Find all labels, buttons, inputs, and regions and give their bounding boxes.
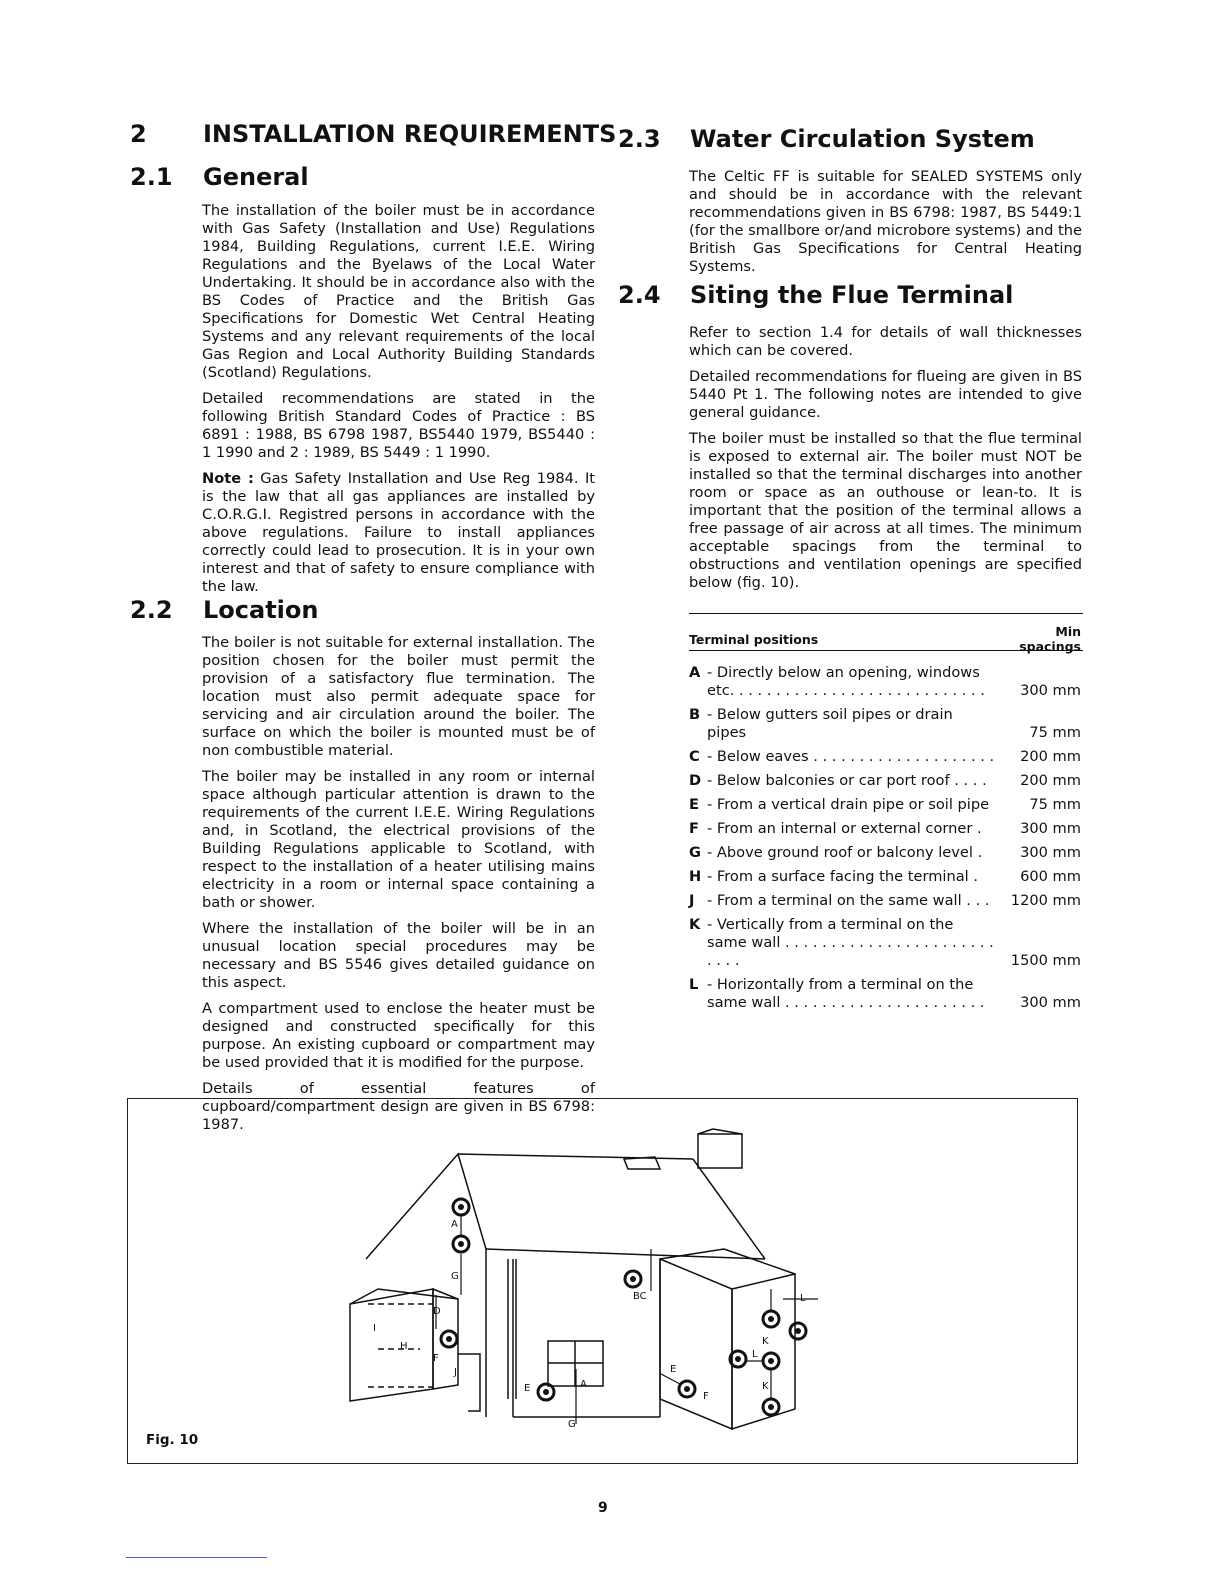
paragraph: Where the installation of the boiler will be in an unusual location special procedures may be necessary and BS 5546 gives detailed guidance on this aspect. (202, 920, 595, 991)
figure-marker: E (524, 1383, 531, 1394)
row-description: - From an internal or external corner . (707, 820, 982, 837)
row-letter: L (689, 976, 699, 993)
row-letter: H (689, 868, 702, 885)
table-body (689, 662, 1081, 1016)
section-2-2-body (202, 634, 595, 1142)
section-2-1-body (202, 202, 595, 604)
row-description: - From a terminal on the same wall . . . (707, 892, 990, 909)
figure-marker: L (752, 1349, 758, 1360)
bottom-link-rule (126, 1557, 267, 1558)
row-letter: E (689, 796, 699, 813)
row-description: - Directly below an opening, windows etc. . . . . . . . . . . . . . . . . . . . . . . . . . . . (707, 664, 985, 699)
row-spacing: 1500 mm (1010, 952, 1081, 969)
row-letter: A (689, 664, 701, 681)
page-number: 9 (598, 1500, 608, 1516)
row-description: - Above ground roof or balcony level . (707, 844, 983, 861)
row-letter: K (689, 916, 701, 933)
table-row (689, 770, 1081, 794)
figure-marker: G (451, 1271, 459, 1282)
row-spacing: 75 mm (1029, 724, 1081, 741)
paragraph: The installation of the boiler must be in accordance with Gas Safety (Installation and Use) Regulations 1984, Building Regulations, current I.E.E. Wiring Regulations and the Byelaws of the Local Water Undertaking. It should be in accordance also with the BS Codes of Practice and the British Gas Specifications for Domestic Wet Central Heating Systems and any relevant requirements of the local Gas Region and Local Authority Building Standards (Scotland) Regulations. (202, 202, 595, 381)
note-paragraph (202, 470, 595, 596)
paragraph: A compartment used to enclose the heater must be designed and constructed specifically for this purpose. An existing cupboard or compartment may be used provided that it is modified for the purpose. (202, 1000, 595, 1071)
table-header-positions: Terminal positions (689, 631, 819, 647)
paragraph: Detailed recommendations for flueing are given in BS 5440 Pt 1. The following notes are intended to give general guidance. (689, 368, 1082, 421)
paragraph: The boiler is not suitable for external installation. The position chosen for the boiler must permit the provision of a satisfactory flue termination. The location must also permit adequate space for servicing and air circulation around the boiler. The surface on which the boiler is mounted must be of non combustible material. (202, 634, 595, 759)
paragraph: Refer to section 1.4 for details of wall thicknesses which can be covered. (689, 324, 1082, 359)
row-spacing: 300 mm (1020, 820, 1081, 837)
figure-marker: F (703, 1391, 709, 1402)
paragraph: The Celtic FF is suitable for SEALED SYSTEMS only and should be in accordance with the relevant recommendations given in BS 6798: 1987, BS 5449:1 (for the smallbore or/and microbore systems) and the British Gas Specifications for Central Heating Systems. (689, 168, 1082, 275)
figure-10-frame (127, 1098, 1078, 1464)
section-2-4-number: 2.4 (618, 281, 661, 309)
row-spacing: 1200 mm (1010, 892, 1081, 909)
row-spacing: 200 mm (1020, 748, 1081, 765)
section-2-4-title: Siting the Flue Terminal (690, 281, 1014, 309)
table-row (689, 842, 1081, 866)
figure-label: Fig. 10 (146, 1432, 199, 1448)
section-2-3-number: 2.3 (618, 125, 661, 153)
row-description: - Below gutters soil pipes or drain pipes (707, 706, 953, 741)
figure-marker: E (670, 1364, 677, 1375)
row-description: - From a vertical drain pipe or soil pipe (707, 796, 990, 813)
figure-marker: A (580, 1379, 587, 1390)
row-description: - Below eaves . . . . . . . . . . . . . . . . . . . . (707, 748, 995, 765)
row-spacing: 75 mm (1029, 796, 1081, 813)
note-text: Gas Safety Installation and Use Reg 1984. It is the law that all gas appliances are installed by C.O.R.G.I. Registred persons in accordance with the above regulations. Failure to install appliances correctly could lead to prosecution. It is in your own interest and that of safety to ensure compliance with the law. (202, 470, 596, 595)
section-2-3-title: Water Circulation System (690, 125, 1035, 153)
table-row (689, 818, 1081, 842)
spacing-table-wrap (689, 614, 1081, 1016)
table-row (689, 704, 1081, 746)
row-letter: B (689, 706, 701, 723)
table-row (689, 914, 1081, 974)
figure-marker: I (373, 1323, 376, 1334)
row-letter: G (689, 844, 701, 861)
section-2-3-body (689, 168, 1082, 284)
figure-marker: A (451, 1219, 458, 1230)
figure-marker: BC (633, 1291, 647, 1302)
row-description: - From a surface facing the terminal . (707, 868, 978, 885)
figure-marker: L (800, 1293, 806, 1304)
row-letter: J (689, 892, 695, 909)
row-spacing: 300 mm (1020, 844, 1081, 861)
section-2-title: INSTALLATION REQUIREMENTS (203, 120, 617, 148)
section-2-number: 2 (130, 120, 147, 148)
paragraph: Detailed recommendations are stated in the following British Standard Codes of Practice : BS 6891 : 1988, BS 6798 1987, BS5440 1979, BS5440 : 1 1990 and 2 : 1989, BS 5449 : 1 1990. (202, 390, 595, 461)
table-row (689, 866, 1081, 890)
section-2-2-title: Location (203, 596, 319, 624)
row-letter: F (689, 820, 699, 837)
figure-marker: H (400, 1341, 408, 1352)
row-spacing: 300 mm (1020, 994, 1081, 1011)
section-2-4-body (689, 324, 1082, 600)
table-row (689, 662, 1081, 704)
figure-marker: K (762, 1336, 769, 1347)
paragraph: The boiler may be installed in any room or internal space although particular attention is drawn to the requirements of the current I.E.E. Wiring Regulations and, in Scotland, the electrical provisions of the Building Regulations applicable to Scotland, with respect to the installation of a heater utilising mains electricity in a room or internal space containing a bath or shower. (202, 768, 595, 911)
note-label: Note : (202, 470, 254, 487)
table-header-spacings: Min spacings (1019, 624, 1081, 654)
section-2-2-number: 2.2 (130, 596, 173, 624)
row-description: - Below balconies or car port roof . . . . (707, 772, 987, 789)
section-2-1-number: 2.1 (130, 163, 173, 191)
row-spacing: 600 mm (1020, 868, 1081, 885)
figure-marker: J (454, 1367, 457, 1378)
table-row (689, 890, 1081, 914)
house-flue-diagram (128, 1099, 1076, 1462)
row-description: - Horizontally from a terminal on the same wall . . . . . . . . . . . . . . . . . . . . . . (707, 976, 985, 1011)
paragraph: Details of essential features of cupboard/compartment design are given in BS 6798: 1987. (202, 1080, 595, 1133)
figure-marker: G (568, 1419, 576, 1430)
paragraph: The boiler must be installed so that the flue terminal is exposed to external air. The boiler must NOT be installed so that the terminal discharges into another room or space as an outhouse or lean-to. It is important that the position of the terminal allows a free passage of air across at all times. The minimum acceptable spacings from the terminal to obstructions and ventilation openings are specified below (fig. 10). (689, 430, 1082, 591)
figure-marker: D (433, 1306, 441, 1317)
table-row (689, 974, 1081, 1016)
table-row (689, 794, 1081, 818)
figure-marker: K (762, 1381, 769, 1392)
table-row (689, 746, 1081, 770)
row-description: - Vertically from a terminal on the same wall . . . . . . . . . . . . . . . . . . . . . . . . . . . (707, 916, 994, 969)
spacing-table (689, 614, 1081, 1016)
figure-marker: F (433, 1353, 439, 1364)
section-2-1-title: General (203, 163, 309, 191)
table-header-row (689, 614, 1081, 662)
row-spacing: 300 mm (1020, 682, 1081, 699)
row-spacing: 200 mm (1020, 772, 1081, 789)
table-header-rule (689, 650, 1083, 651)
row-letter: C (689, 748, 700, 765)
row-letter: D (689, 772, 702, 789)
